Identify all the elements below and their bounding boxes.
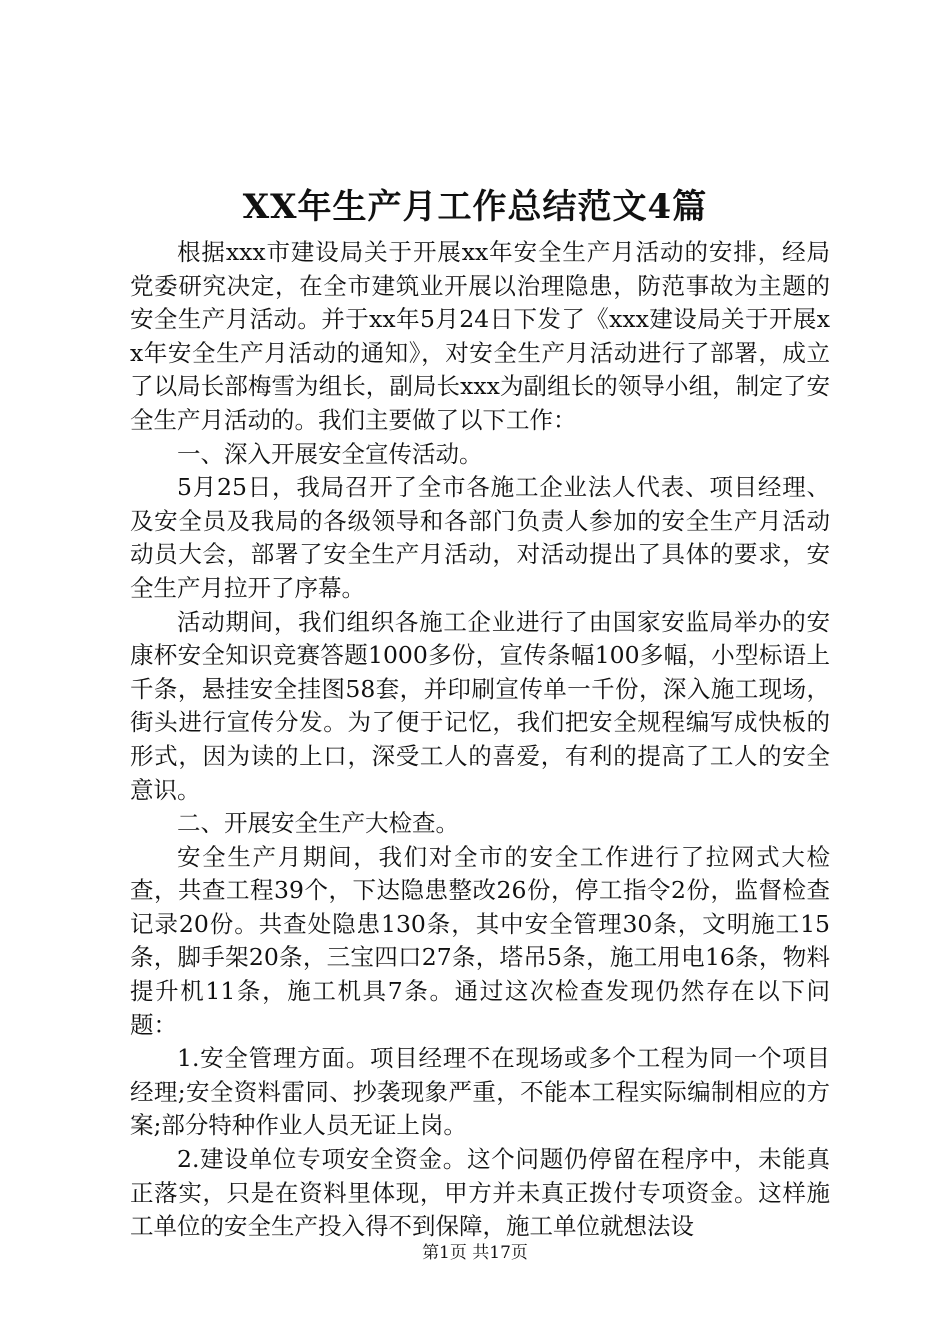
page-footer <box>0 1241 950 1265</box>
paragraph-inspection-results: 安全生产月期间，我们对全市的安全工作进行了拉网式大检查，共查工程39个，下达隐患整改26份，停工指令2份，监督检查记录20份。共查处隐患130条，其中安全管理30条，文明施工15条，脚手架20条，三宝四口27条，塔吊5条，施工用电16条，物料提升机11条，施工机具7条。通过这次检查发现仍然存在以下问题： <box>130 842 830 1039</box>
paragraph-activities: 活动期间，我们组织各施工企业进行了由国家安监局举办的安康杯安全知识竞赛答题1000多份，宣传条幅100多幅，小型标语上千条，悬挂安全挂图58套，并印刷宣传单一千份，深入施工现场，街头进行宣传分发。为了便于记忆，我们把安全规程编写成快板的形式，因为读的上口，深受工人的喜爱，有利的提高了工人的安全意识。 <box>130 607 830 804</box>
paragraph-intro: 根据xxx市建设局关于开展xx年安全生产月活动的安排，经局党委研究决定，在全市建筑业开展以治理隐患，防范事故为主题的安全生产月活动。并于xx年5月24日下发了《xxx建设局关于开展xx年安全生产月活动的通知》，对安全生产月活动进行了部署，成立了以局长部梅雪为组长，副局长xxx为副组长的领导小组，制定了安全生产月活动的。我们主要做了以下工作： <box>130 238 830 434</box>
paragraph-issue-management: 1.安全管理方面。项目经理不在现场或多个工程为同一个项目经理;安全资料雷同、抄袭现象严重，不能本工程实际编制相应的方案;部分特种作业人员无证上岗。 <box>130 1044 830 1140</box>
paragraph-issue-funding: 2.建设单位专项安全资金。这个问题仍停留在程序中，未能真正落实，只是在资料里体现，甲方并未真正拨付专项资金。这样施工单位的安全生产投入得不到保障，施工单位就想法设 <box>130 1145 830 1241</box>
paragraph-mobilization-meeting: 5月25日，我局召开了全市各施工企业法人代表、项目经理、及安全员及我局的各级领导和各部门负责人参加的安全生产月活动动员大会，部署了安全生产月活动，对活动提出了具体的要求，安全生产月拉开了序幕。 <box>130 473 830 602</box>
section-heading-publicity: 一、深入开展安全宣传活动。 <box>177 439 483 468</box>
page-number: 第1页 <box>422 1243 467 1263</box>
section-heading-inspection: 二、开展安全生产大检查。 <box>177 809 459 838</box>
page-total: 共17页 <box>472 1243 528 1263</box>
document-title: XX年生产月工作总结范文4篇 <box>242 187 708 227</box>
document-body <box>130 236 830 1244</box>
